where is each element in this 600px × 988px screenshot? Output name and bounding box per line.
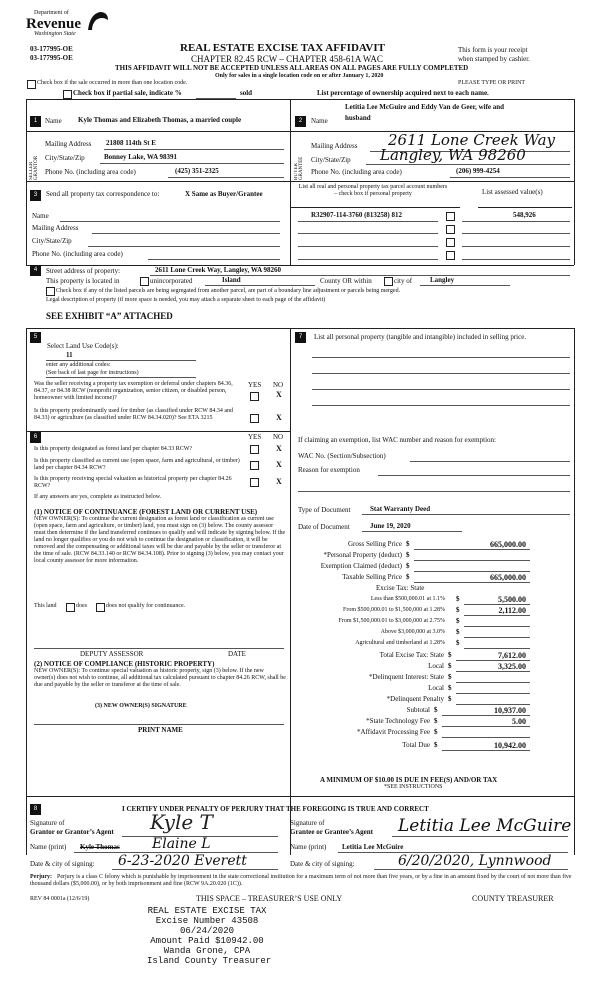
taxable-dollar: $ (406, 573, 410, 581)
stamp-line-6: Island County Treasurer (147, 956, 272, 966)
personal-property-checkbox-3[interactable] (446, 238, 455, 247)
certify-statement: I CERTIFY UNDER PENALTY OF PERJURY THAT THE FOREGOING IS TRUE AND CORRECT (122, 805, 429, 813)
exemption-reason-field[interactable] (378, 475, 570, 476)
tier4-label: Above $3,000,000 at 3.0% (380, 629, 445, 635)
buyer-side-label: BUYER GRANTEE (294, 156, 304, 180)
buyer-name-line-1[interactable]: Letitia Lee McGuire and Eddy Van de Geer, wife and (345, 103, 505, 111)
q6-3-yes-checkbox[interactable] (250, 478, 259, 487)
corr-name-field[interactable] (60, 221, 280, 222)
list-percentage-label: List percentage of ownership acquired next to each name. (317, 89, 489, 97)
q5-no-header: NO (273, 381, 284, 389)
grantee-signature[interactable]: Letitia Lee McGuire (398, 816, 572, 836)
assessor-date-label: DATE (228, 650, 246, 658)
tier4-field[interactable] (464, 637, 530, 638)
print-name-label: PRINT NAME (138, 726, 183, 734)
seller-city[interactable]: Bonney Lake, WA 98391 (104, 153, 177, 161)
sold-label: sold (240, 89, 253, 97)
q5-1-yes-checkbox[interactable] (250, 392, 259, 401)
parcel-number[interactable]: R32907-114-3760 (813258) 812 (311, 211, 402, 219)
delinquent-local-dollar: $ (448, 684, 452, 692)
treasurer-stamp (147, 906, 272, 966)
personal-property-deduct-field[interactable] (414, 560, 530, 561)
section-badge-7: 7 (295, 332, 306, 343)
tech-fee-dollar: $ (434, 717, 438, 725)
section-badge-8: 8 (30, 804, 41, 815)
tier2-dollar: $ (456, 606, 460, 614)
gross-label: Gross Selling Price (347, 540, 402, 548)
parcel-list-header: List all real and personal property tax parcel account numbers – check box if personal property (298, 184, 448, 197)
grantor-name-struck[interactable]: Kyle Thomas (80, 843, 120, 851)
local-value[interactable]: 3,325.00 (498, 662, 526, 671)
exemption-deduct-field[interactable] (414, 571, 530, 572)
delinquent-local-label: Local (428, 684, 444, 692)
grantor-date-city[interactable]: 6-23-2020 Everett (118, 853, 247, 869)
additional-codes-label: enter any additional codes: (46, 362, 111, 368)
land-does-label: does (76, 603, 87, 609)
delinquent-penalty-dollar: $ (448, 695, 452, 703)
form-revision: REV 84 0001a (12/6/19) (30, 896, 90, 902)
delinquent-local-field[interactable] (456, 693, 530, 694)
perjury-text: Perjury is a class C felony which is punishable by imprisonment in the state correctional institution for a maximum term of not more than five years, or by a fine in an amount fixed by the court of not more than five thousand dollars ($5,000.00), or by both imprisonment and fine (RCW 9A.20.020 (1C)). (30, 874, 572, 887)
tier5-field[interactable] (464, 648, 530, 649)
type-or-print: PLEASE TYPE OR PRINT (458, 80, 526, 86)
q6-1-answer[interactable]: X (276, 444, 282, 453)
see-instructions-note: *SEE INSTRUCTIONS (384, 784, 443, 790)
q6-yes-header: YES (248, 433, 262, 441)
located-in-label: This property is located in (46, 277, 120, 285)
gross-dollar: $ (406, 540, 410, 548)
exemption-claim-label: If claiming an exemption, list WAC number and reason for exemption: (298, 436, 496, 444)
delinquent-state-dollar: $ (448, 673, 452, 681)
stamp-line-4: Amount Paid $10942.00 (150, 936, 264, 946)
total-state-label: Total Excise Tax: State (379, 651, 444, 659)
grantee-name-print[interactable]: Letitia Lee McGuire (342, 843, 404, 851)
county-value[interactable]: Island (222, 276, 241, 284)
type-of-document[interactable]: Stat Warranty Deed (370, 505, 431, 513)
personal-property-deduct-label: *Personal Property (deduct) (323, 551, 402, 559)
delinquent-state-label: *Delinquent Interest: State (368, 673, 444, 681)
land-does-checkbox[interactable] (66, 603, 75, 612)
q5-2-answer[interactable]: X (276, 413, 282, 422)
legal-description-label: Legal description of property (if more space is needed, you may attach a separate sheet to each page of the affidavit) (46, 297, 326, 303)
more-than-one-location-checkbox[interactable] (27, 80, 36, 89)
date-of-document[interactable]: June 19, 2020 (370, 522, 411, 530)
seller-phone-label: Phone No. (including area code) (45, 168, 136, 176)
grantee-date-city[interactable]: 6/20/2020, Lynnwood (398, 853, 552, 869)
treasurer-use-only: THIS SPACE – TREASURER’S USE ONLY (196, 894, 343, 903)
q5-question-1: Was the seller receiving a property tax exemption or deferral under chapters 84.36, 84.37, or 84.38 RCW (nonprofit organization, senior citizen, or disabled person, homeowner with limited income)? (34, 381, 233, 401)
delinquent-penalty-label: *Delinquent Penalty (386, 695, 444, 703)
buyer-city[interactable]: Langley, WA 98260 (380, 146, 526, 164)
revenue-logo-icon (86, 10, 110, 32)
q6-question-2: Is this property classified as current use (open space, farm and agricultural, or timber) land per chapter 84.34 RCW? (34, 458, 240, 471)
tier3-field[interactable] (464, 626, 530, 627)
page-subtitle: CHAPTER 82.45 RCW – CHAPTER 458-61A WAC (191, 54, 383, 64)
grantee-date-city-label: Date & city of signing: (290, 860, 355, 868)
taxable-value[interactable]: 665,000.00 (490, 573, 526, 582)
notice-continuance-title: (1) NOTICE OF CONTINUANCE (FOREST LAND OR CURRENT USE) (34, 508, 258, 516)
q6-question-3: Is this property receiving special valuation as historical property per chapter 84.26 RCW? (34, 476, 232, 489)
q6-3-answer[interactable]: X (276, 477, 282, 486)
form-code-1: 03-177995-OE (30, 45, 73, 53)
grantor-name-print-label: Name (print) (30, 843, 67, 851)
land-use-label: Select Land Use Code(s): (47, 342, 119, 350)
corr-phone-label: Phone No. (including area code) (32, 250, 123, 258)
personal-property-deduct-dollar: $ (406, 551, 410, 559)
excise-state-label: Excise Tax: State (376, 584, 425, 592)
processing-fee-dollar: $ (434, 728, 438, 736)
subtotal-dollar: $ (434, 706, 438, 714)
new-owner-signature-label: (3) NEW OWNER(S) SIGNATURE (95, 703, 187, 709)
q6-1-yes-checkbox[interactable] (250, 445, 259, 454)
logo-dept: Department of (34, 10, 69, 16)
tech-fee-value[interactable]: 5.00 (512, 717, 526, 726)
corr-mailing-field[interactable] (92, 233, 280, 234)
wac-field[interactable] (410, 461, 570, 462)
warning-text: THIS AFFIDAVIT WILL NOT BE ACCEPTED UNLESS ALL AREAS ON ALL PAGES ARE FULLY COMPLETED (115, 64, 469, 72)
processing-fee-label: *Affidavit Processing Fee (357, 728, 430, 736)
only-for-text: Only for sales in a single location code on or after January 1, 2020 (215, 73, 384, 79)
subtotal-label: Subtotal (406, 706, 430, 714)
if-yes-note: If any answers are yes, complete as instructed below. (34, 494, 162, 500)
exemption-deduct-dollar: $ (406, 562, 410, 570)
seller-mailing[interactable]: 21808 114th St E (106, 139, 156, 147)
see-back-label: (See back of last page for instructions) (46, 370, 139, 376)
section-badge-1: 1 (30, 116, 41, 127)
segregated-label: Check box if any of the listed parcels are being segregated from another parcel, are part of a boundary line adjustment or parcels being merged. (56, 288, 401, 294)
local-label: Local (428, 662, 444, 670)
section-badge-3: 3 (30, 190, 41, 201)
delinquent-state-field[interactable] (456, 682, 530, 683)
form-code-2: 03-177995-OE (30, 54, 73, 62)
buyer-phone-label: Phone No. (including area code) (311, 168, 402, 176)
total-state-value[interactable]: 7,612.00 (498, 651, 526, 660)
notice-compliance-body: NEW OWNER(S): To continue special valuation as historic property, sign (3) below. If the new owner(s) does not wish to continue, all additional tax calculated pursuant to chapter 84.26 RCW, shall be due and payable by the seller or transferor at the time of sale. (34, 668, 286, 688)
corr-name-label: Name (32, 212, 49, 220)
tier1-value[interactable]: 5,500.00 (498, 595, 526, 604)
personal-property-line-4[interactable] (312, 405, 570, 406)
county-treasurer-label: COUNTY TREASURER (472, 894, 554, 903)
seller-mailing-label: Mailing Address (45, 140, 92, 148)
logo-revenue: Revenue (26, 16, 81, 32)
buyer-name-label: Name (311, 117, 328, 125)
grantor-name-handwritten[interactable]: Elaine L (152, 836, 211, 852)
city-of-checkbox[interactable] (384, 277, 393, 286)
personal-property-checkbox-2[interactable] (446, 225, 455, 234)
city-of-label: city of (394, 277, 413, 285)
personal-property-checkbox-4[interactable] (446, 251, 455, 260)
seller-city-label: City/State/Zip (45, 154, 85, 162)
tier4-dollar: $ (456, 628, 460, 636)
seller-side-label: SELLER GRANTOR (29, 155, 39, 180)
unincorporated-checkbox[interactable] (140, 277, 149, 286)
exhibit-a[interactable]: SEE EXHIBIT “A” ATTACHED (46, 311, 173, 321)
buyer-city-label: City/State/Zip (311, 156, 351, 164)
seller-phone[interactable]: (425) 351-2325 (175, 167, 219, 175)
tier3-dollar: $ (456, 617, 460, 625)
corr-mailing-label: Mailing Address (32, 224, 79, 232)
exemption-reason-field-2[interactable] (298, 491, 570, 492)
grantee-signature-label-1: Signature of (290, 819, 325, 827)
q5-2-yes-checkbox[interactable] (250, 414, 259, 423)
total-state-dollar: $ (448, 651, 452, 659)
page-title: REAL ESTATE EXCISE TAX AFFIDAVIT (180, 42, 385, 54)
stamp-line-5: Wanda Grone, CPA (163, 946, 251, 956)
stamp-line-1: REAL ESTATE EXCISE TAX (147, 906, 267, 916)
land-does-not-checkbox[interactable] (96, 603, 105, 612)
tier2-value[interactable]: 2,112.00 (498, 606, 526, 615)
grantor-signature-label-1: Signature of (30, 819, 65, 827)
buyer-mailing-label: Mailing Address (311, 142, 358, 150)
land-does-not-label: does not qualify for continuance. (106, 603, 186, 609)
grantee-signature-label-2: Grantee or Grantee’s Agent (290, 828, 374, 836)
personal-property-line-2[interactable] (312, 373, 570, 374)
stamp-line-3: 06/24/2020 (179, 926, 234, 936)
segregated-checkbox[interactable] (46, 287, 55, 296)
tier5-label: Agricultural and timberland at 1.28% (355, 640, 445, 646)
buyer-mailing[interactable]: 2611 Lone Creek Way (388, 131, 556, 149)
more-than-one-location-label: Check box if the sale occurred in more than one location code. (37, 80, 188, 86)
total-due-label: Total Due (402, 741, 430, 749)
minimum-due-note: A MINIMUM OF $10.00 IS DUE IN FEE(S) AND/OR TAX (320, 776, 498, 784)
assessed-value[interactable]: 548,926 (513, 211, 536, 219)
city-value[interactable]: Langley (430, 276, 455, 284)
land-use-value[interactable]: 11 (66, 351, 73, 359)
total-due-dollar: $ (434, 741, 438, 749)
section-badge-2: 2 (295, 116, 306, 127)
q6-no-header: NO (273, 433, 284, 441)
corr-phone-field[interactable] (148, 259, 280, 260)
wac-label: WAC No. (Section/Subsection) (298, 452, 386, 460)
deputy-assessor-signature-line[interactable] (34, 648, 284, 649)
q5-question-2: Is this property predominantly used for timber (as classified under RCW 84.34 and 84.33) or agriculture (as classified under RCW 84.34.020)? See ETA 3215 (34, 408, 234, 421)
seller-name-label: Name (45, 117, 62, 125)
send-correspondence-label: Send all property tax correspondence to: (46, 190, 160, 198)
additional-codes-field[interactable] (46, 377, 196, 378)
date-of-document-label: Date of Document (298, 523, 350, 531)
section-badge-4: 4 (30, 265, 41, 276)
exemption-reason-label: Reason for exemption (298, 466, 360, 474)
q5-1-answer[interactable]: X (276, 390, 282, 399)
personal-property-line-3[interactable] (312, 389, 570, 390)
send-correspondence-value[interactable]: X Same as Buyer/Grantee (185, 190, 263, 198)
local-dollar: $ (448, 662, 452, 670)
seller-name[interactable]: Kyle Thomas and Elizabeth Thomas, a married couple (78, 116, 242, 124)
notice-continuance-body: NEW OWNER(S): To continue the current designation as forest land or classification as current use (open space, farm and agriculture, or timber) land, you must sign on (3) below. The county assessor must then determine if the land transferred continues to qualify and will indicate by signing below. If the land no longer qualifies or you do not wish to continue the designation or classification, it will be removed and the compensating or additional taxes will be due and payable by the seller or transferor at the time of sale. (RCW 84.33.140 or RCW 84.34.108). Prior to signing (3) below, you may contact your local county assessor for more information. (34, 516, 286, 564)
personal-property-label: List all personal property (tangible and intangible) included in selling price. (314, 333, 527, 341)
taxable-label: Taxable Selling Price (342, 573, 402, 581)
partial-sale-label: Check box if partial sale, indicate % (73, 89, 182, 97)
logo-washington: Washington State (34, 31, 76, 37)
receipt-line-1: This form is your receipt (458, 46, 528, 54)
grantor-date-city-label: Date & city of signing: (30, 860, 95, 868)
tier1-dollar: $ (456, 595, 460, 603)
section-badge-6: 6 (30, 432, 41, 443)
section-badge-5: 5 (30, 332, 41, 343)
corr-city-field[interactable] (88, 246, 280, 247)
assessed-value-header: List assessed value(s) (482, 188, 543, 196)
stamp-line-2: Excise Number 43508 (155, 916, 259, 926)
print-name-line[interactable] (34, 724, 284, 725)
tier1-label: Less than $500,000.01 at 1.1% (370, 596, 445, 602)
corr-city-label: City/State/Zip (32, 237, 72, 245)
personal-property-line-1[interactable] (312, 357, 570, 358)
notice-compliance-title: (2) NOTICE OF COMPLIANCE (HISTORIC PROPERTY) (34, 660, 215, 668)
q5-yes-header: YES (248, 381, 262, 389)
delinquent-penalty-field[interactable] (456, 704, 530, 705)
partial-sale-checkbox[interactable] (63, 90, 72, 99)
processing-fee-field[interactable] (442, 737, 530, 738)
unincorporated-label: unincorporated (150, 277, 193, 285)
tech-fee-label: *State Technology Fee (366, 717, 430, 725)
grantee-name-print-label: Name (print) (290, 843, 327, 851)
street-address-label: Street address of property: (46, 267, 121, 275)
buyer-name-line-2[interactable]: husband (345, 114, 371, 122)
receipt-line-2: when stamped by cashier. (458, 55, 530, 63)
total-due-value[interactable]: 10,942.00 (494, 741, 526, 750)
exemption-deduct-label: Exemption Claimed (deduct) (320, 562, 402, 570)
street-address[interactable]: 2611 Lone Creek Way, Langley, WA 98260 (155, 266, 282, 274)
this-land-label: This land (34, 603, 57, 609)
buyer-phone[interactable]: (206) 999-4254 (456, 167, 500, 175)
grantor-signature-label-2: Grantor or Grantor’s Agent (30, 828, 114, 836)
personal-property-checkbox-1[interactable] (446, 212, 455, 221)
tier3-label: From $1,500,000.01 to $3,000,000 at 2.75% (338, 618, 445, 624)
q6-2-answer[interactable]: X (276, 460, 282, 469)
q6-2-yes-checkbox[interactable] (250, 461, 259, 470)
grantor-signature[interactable]: Kyle T (150, 810, 213, 834)
type-of-document-label: Type of Document (298, 506, 351, 514)
subtotal-value[interactable]: 10,937.00 (494, 706, 526, 715)
perjury-title: Perjury: (30, 874, 52, 880)
tier2-label: From $500,000.01 to $1,500,000 at 1.28% (343, 607, 445, 613)
q6-question-1: Is this property designated as forest land per chapter 84.33 RCW? (34, 446, 193, 452)
county-label: County OR within (320, 277, 372, 285)
tier5-dollar: $ (456, 639, 460, 647)
deputy-assessor-label: DEPUTY ASSESSOR (80, 650, 144, 658)
gross-value[interactable]: 665,000.00 (490, 540, 526, 549)
